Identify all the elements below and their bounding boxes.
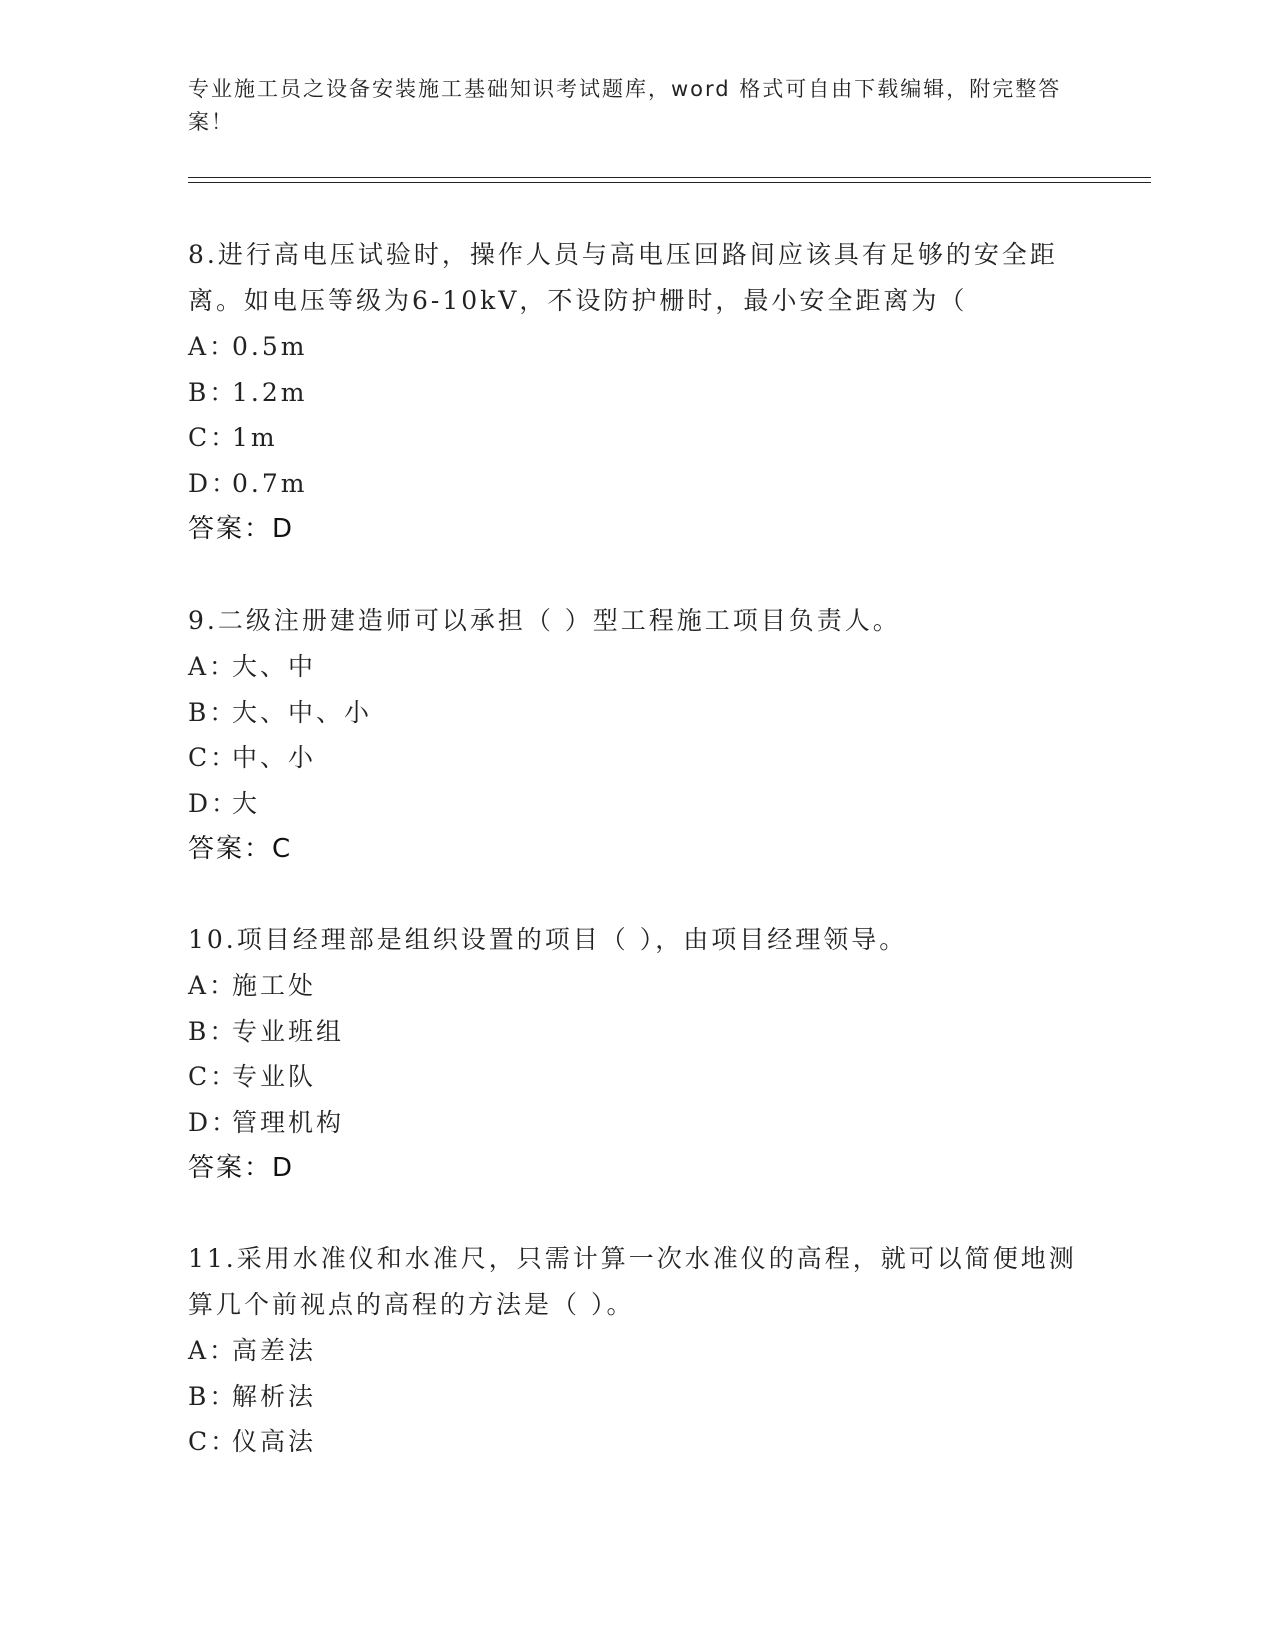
option-a: [188, 324, 1088, 370]
option-text: 中、小: [232, 743, 317, 772]
option-a: [188, 644, 1088, 690]
option-key: C：: [188, 1427, 239, 1456]
option-key: D：: [188, 788, 240, 818]
option-key: C：: [188, 423, 239, 452]
header-divider-top: [188, 177, 1151, 178]
option-text: 0.5m: [232, 332, 308, 361]
option-key: A：: [188, 332, 238, 361]
option-text: 大、中、小: [232, 697, 373, 727]
option-key: A：: [188, 971, 238, 1000]
question-8: [188, 232, 1088, 552]
option-c: [188, 735, 1088, 781]
option-key: D：: [188, 1107, 240, 1137]
question-stem: 11.采用水准仪和水准尺，只需计算一次水准仪的高程，就可以简便地测算几个前视点的高程的方法是（ ）。: [188, 1244, 1077, 1319]
option-key: C：: [188, 743, 239, 772]
option-c: [188, 1419, 1088, 1465]
option-text: 大: [232, 788, 261, 818]
option-text: 大、中: [232, 652, 317, 681]
option-key: D：: [188, 468, 240, 498]
option-b: [188, 1009, 1088, 1055]
option-text: 施工处: [232, 971, 317, 1000]
option-text: 解析法: [232, 1381, 317, 1411]
option-text: 仪高法: [232, 1427, 317, 1456]
option-text: 0.7m: [232, 468, 308, 498]
question-stem: 8.进行高电压试验时，操作人员与高电压回路间应该具有足够的安全距离。如电压等级为6-10kV，不设防护栅时，最小安全距离为（: [188, 240, 1058, 315]
option-text: 管理机构: [232, 1107, 345, 1137]
answer-line: 答案：D: [188, 514, 295, 544]
option-c: [188, 415, 1088, 461]
option-text: 专业队: [232, 1062, 317, 1091]
option-key: C：: [188, 1062, 239, 1091]
option-key: B：: [188, 1381, 238, 1411]
option-a: [188, 963, 1088, 1009]
answer-line: 答案：D: [188, 1153, 295, 1183]
question-11: [188, 1236, 1088, 1465]
option-d: [188, 781, 1088, 827]
question-10: [188, 917, 1088, 1191]
header-divider-bottom: [188, 182, 1151, 183]
option-key: B：: [188, 1016, 238, 1046]
option-a: [188, 1328, 1088, 1374]
option-c: [188, 1054, 1088, 1100]
option-b: [188, 370, 1088, 416]
question-stem: 10.项目经理部是组织设置的项目（ ），由项目经理领导。: [188, 925, 908, 954]
question-stem: 9.二级注册建造师可以承担（ ）型工程施工项目负责人。: [188, 606, 901, 635]
option-b: [188, 1374, 1088, 1420]
option-text: 高差法: [232, 1336, 317, 1365]
option-text: 1m: [232, 423, 278, 452]
option-text: 专业班组: [232, 1016, 345, 1046]
option-key: B：: [188, 697, 238, 727]
answer-line: 答案：C: [188, 834, 293, 864]
option-key: A：: [188, 652, 238, 681]
option-d: [188, 461, 1088, 507]
question-9: [188, 598, 1088, 872]
option-key: B：: [188, 377, 238, 407]
option-text: 1.2m: [232, 377, 308, 407]
option-key: A：: [188, 1336, 238, 1365]
page-header-text: 专业施工员之设备安装施工基础知识考试题库，word 格式可自由下载编辑，附完整答案！: [188, 77, 1062, 134]
option-b: [188, 690, 1088, 736]
option-d: [188, 1100, 1088, 1146]
